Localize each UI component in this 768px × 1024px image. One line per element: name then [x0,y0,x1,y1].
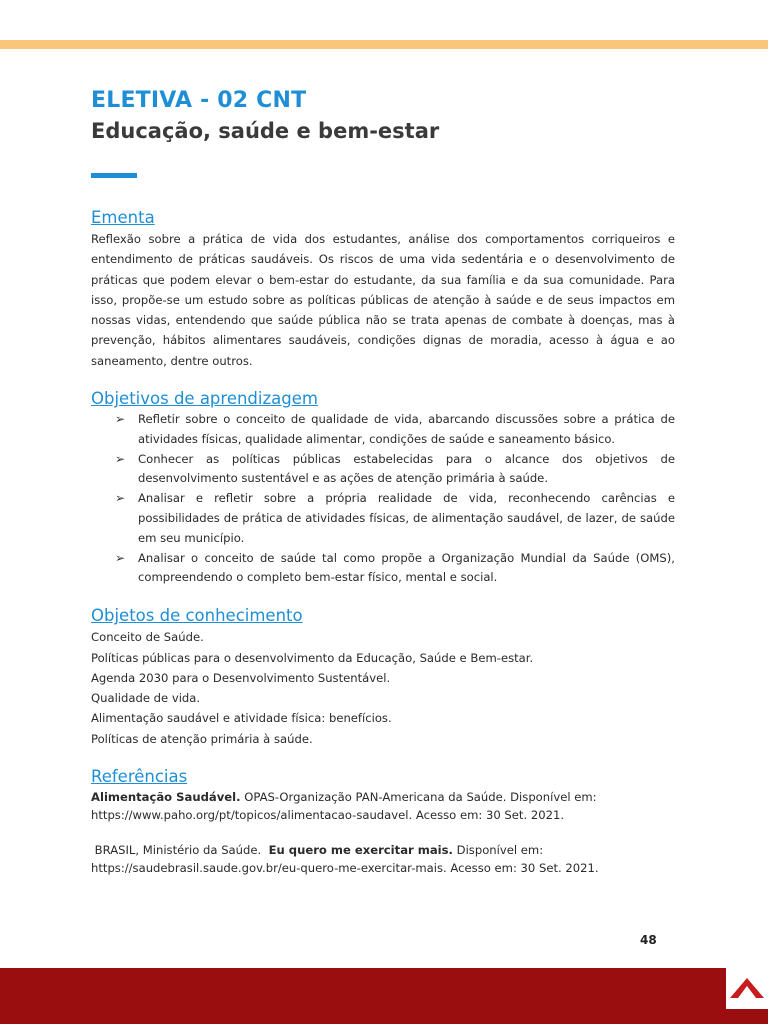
top-decorative-bar [0,40,768,49]
list-item: ➢ Analisar o conceito de saúde tal como propõe a Organização Mundial da Saúde (OMS), compreendendo o completo bem-estar físico, mental e social. [115,550,675,585]
reference-1: Alimentação Saudável. OPAS-Organização PAN-Americana da Saúde. Disponível em: https://www.paho.org/pt/topicos/alimentacao-saudavel. Acesso em: 30 Set. 2021. [91,790,597,823]
referencias-heading: Referências [91,767,188,787]
reference-2-url: https://saudebrasil.saude.gov.br/eu-quero-me-exercitar-mais. Acesso em: 30 Set. 2021. [91,861,599,876]
objetivos-section [91,388,675,588]
list-item: Políticas de atenção primária à saúde. [91,731,313,746]
reference-1-title: Alimentação Saudável. [91,790,241,805]
list-item: Qualidade de vida. [91,691,201,706]
page-title: ELETIVA - 02 CNT [91,88,307,113]
list-item: Alimentação saudável e atividade física: benefícios. [91,711,392,726]
ementa-section [91,207,675,371]
arrow-bullet-icon: ➢ [115,412,126,427]
page-subtitle: Educação, saúde e bem-estar [91,119,440,143]
footer-red-strip [0,1009,768,1024]
arrow-bullet-icon: ➢ [115,451,126,466]
ementa-heading: Ementa [91,208,155,227]
objetos-section [91,605,675,749]
ementa-text: Reflexão sobre a prática de vida dos estudantes, análise dos comportamentos corriqueiros e entendimento de práticas saudáveis. Os riscos de uma vida sedentária e o desenvolvimento de práticas que podem elevar o bem-estar do estudante, da sua família e da sua comunidade. Para isso, propõe-se um estudo sobre as políticas públicas de atenção à saúde e de seus impactos em nossas vidas, entendendo que saúde pública não se trata apenas de combate à doenças, mas à prevenção, hábitos alimentares saudáveis, condições dignas de moradia, acesso à água e ao saneamento, dentre outros. [91,232,675,368]
list-item: Políticas públicas para o desenvolvimento da Educação, Saúde e Bem-estar. [91,650,534,665]
arrow-bullet-icon: ➢ [115,550,126,565]
referencias-section [91,766,675,877]
list-item: Conceito de Saúde. [91,630,204,645]
footer-logo [726,968,768,1009]
title-accent-line [91,173,137,178]
reference-2-title: Eu quero me exercitar mais. [268,843,453,858]
list-item: ➢ Conhecer as políticas públicas estabelecidas para o alcance dos objetivos de desenvolvimento sustentável e as ações de atenção primária à saúde. [115,451,675,486]
objetos-heading: Objetos de conhecimento [91,606,303,626]
arrow-bullet-icon: ➢ [115,491,126,506]
reference-1-url: https://www.paho.org/pt/topicos/alimentacao-saudavel. Acesso em: 30 Set. 2021. [91,808,565,823]
objetivos-list [91,410,675,588]
triangle-logo-icon [729,977,765,999]
list-item: ➢ Refletir sobre o conceito de qualidade de vida, abarcando discussões sobre a prática de atividades físicas, qualidade alimentar, condições de saúde e saneamento básico. [115,412,675,446]
footer-red-bar [0,968,726,1009]
page-content [91,86,675,877]
page-number: 48 [640,933,657,947]
reference-2: BRASIL, Ministério da Saúde. Eu quero me exercitar mais. Disponível em: https://saudebrasil.saude.gov.br/eu-quero-me-exercitar-mais. Acesso em: 30 Set. 2021. [91,843,599,876]
list-item: Agenda 2030 para o Desenvolvimento Sustentável. [91,670,391,685]
objetivos-heading: Objetivos de aprendizagem [91,389,318,409]
list-item: ➢ Analisar e refletir sobre a própria realidade de vida, reconhecendo carências e possibilidades de prática de atividades físicas, de alimentação saudável, de lazer, de saúde em seu município. [115,491,675,545]
